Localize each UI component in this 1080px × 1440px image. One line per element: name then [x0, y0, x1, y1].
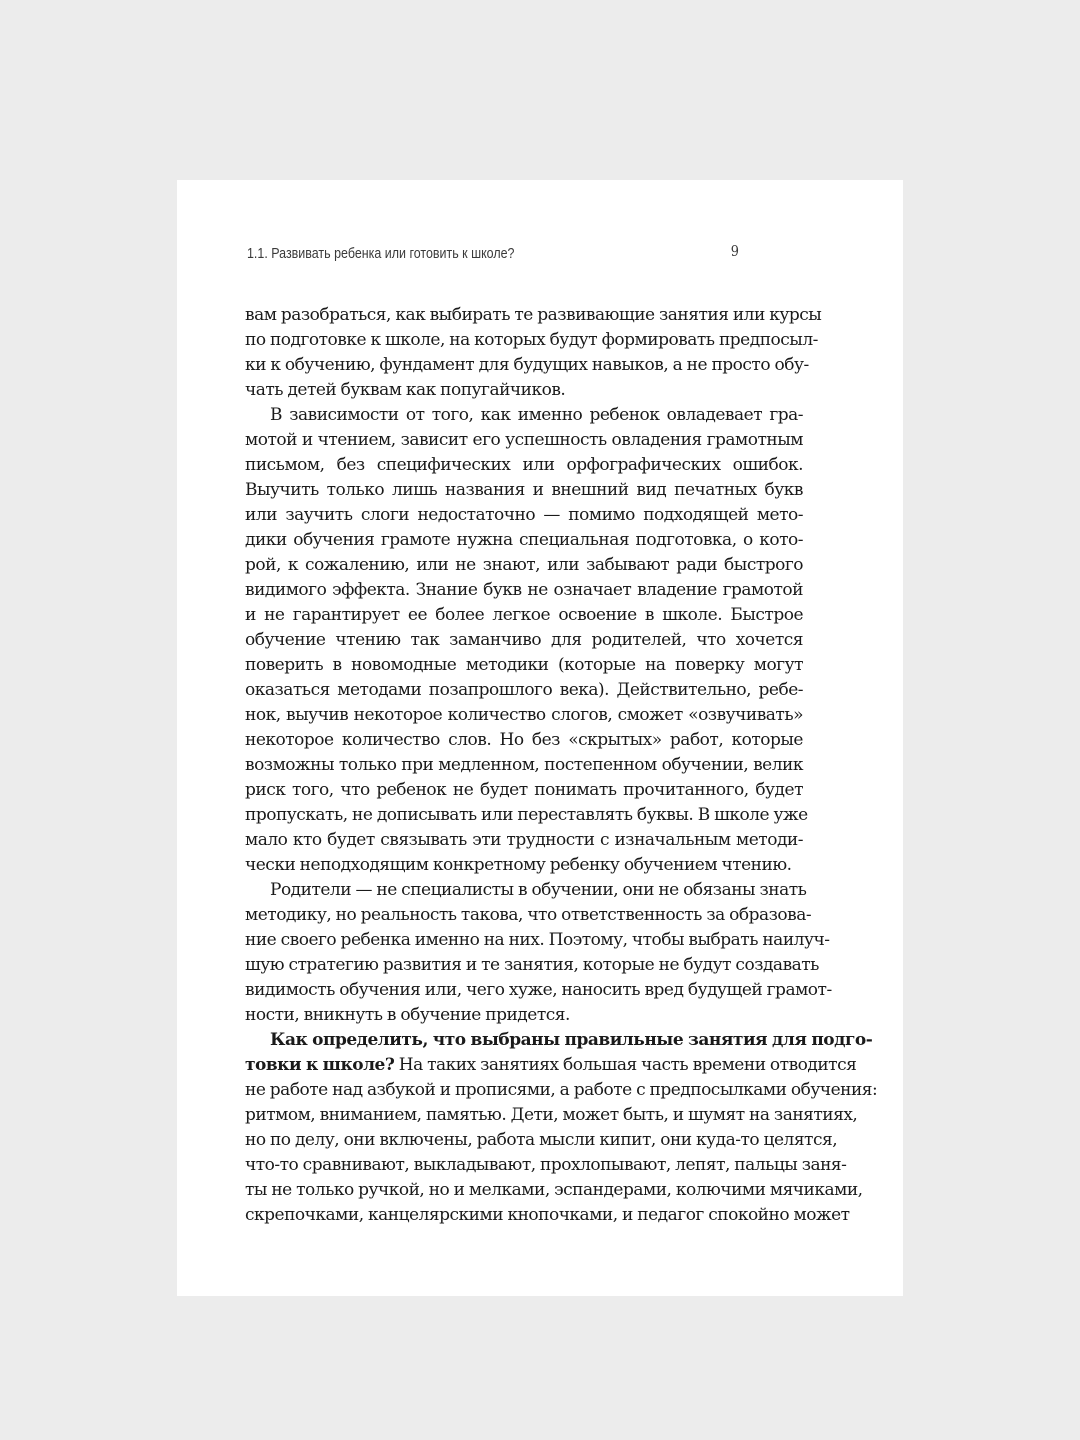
running-head [247, 242, 739, 268]
text-line: ности, вникнуть в обучение придется. [245, 1005, 570, 1025]
text-line: ритмом, вниманием, памятью. Дети, может быть, и шумят на занятиях, [245, 1105, 858, 1125]
text-line: но по делу, они включены, работа мысли кипит, они куда-то целятся, [245, 1130, 838, 1150]
text-line: дики обучения грамоте нужна специальная подготовка, о кото- [245, 530, 803, 550]
book-page [177, 180, 903, 1296]
text-line: некоторое количество слов. Но без «скрытых» работ, которые [245, 730, 803, 750]
text-line: по подготовке к школе, на которых будут формировать предпосыл- [245, 330, 818, 350]
bold-question-end: товки к школе? [245, 1055, 395, 1075]
text-line: скрепочками, канцелярскими кнопочками, и педагог спокойно может [245, 1205, 850, 1225]
text-line: Выучить только лишь названия и внешний вид печатных букв [245, 480, 803, 500]
text-line: и не гарантирует ее более легкое освоение в школе. Быстрое [245, 605, 803, 625]
text-fragment: На таких занятиях большая часть времени отводится [394, 1055, 857, 1075]
text-line: или заучить слоги недостаточно — помимо подходящей мето- [245, 505, 803, 525]
text-line: чать детей буквам как попугайчиков. [245, 380, 566, 400]
bold-question-line: Как определить, что выбраны правильные занятия для подго- [270, 1030, 873, 1050]
text-line: поверить в новомодные методики (которые на поверку могут [245, 655, 803, 675]
text-line: мотой и чтением, зависит его успешность овладения грамотным [245, 430, 803, 450]
text-line: ты не только ручкой, но и мелками, эспандерами, колючими мячиками, [245, 1180, 863, 1200]
text-line: обучение чтению так заманчиво для родителей, что хочется [245, 630, 803, 650]
text-line: чески неподходящим конкретному ребенку обучением чтению. [245, 855, 792, 875]
text-line: возможны только при медленном, постепенном обучении, велик [245, 755, 803, 775]
text-line: методику, но реальность такова, что ответственность за образова- [245, 905, 812, 925]
text-line: шую стратегию развития и те занятия, которые не будут создавать [245, 955, 819, 975]
text-line: вам разобраться, как выбирать те развивающие занятия или курсы [245, 305, 822, 325]
text-line: мало кто будет связывать эти трудности с изначальным методи- [245, 830, 803, 850]
text-line: письмом, без специфических или орфографических ошибок. [245, 455, 803, 475]
chapter-title: 1.1. Развивать ребенка или готовить к школе? [247, 246, 515, 262]
text-line: В зависимости от того, как именно ребенок овладевает гра- [270, 405, 803, 425]
page-number: 9 [730, 242, 739, 260]
text-line: что-то сравнивают, выкладывают, прохлопывают, лепят, пальцы заня- [245, 1155, 847, 1175]
text-line: рой, к сожалению, или не знают, или забывают ради быстрого [245, 555, 803, 575]
text-line: оказаться методами позапрошлого века). Действительно, ребе- [245, 680, 803, 700]
text-line [245, 1053, 857, 1078]
text-line: риск того, что ребенок не будет понимать прочитанного, будет [245, 780, 803, 800]
text-line: видимость обучения или, чего хуже, наносить вред будущей грамот- [245, 980, 832, 1000]
text-line: нок, выучив некоторое количество слогов, сможет «озвучивать» [245, 705, 803, 725]
text-line: ки к обучению, фундамент для будущих навыков, а не просто обу- [245, 355, 809, 375]
body-text [245, 303, 878, 1228]
text-line: пропускать, не дописывать или переставлять буквы. В школе уже [245, 805, 808, 825]
text-line: видимого эффекта. Знание букв не означает владение грамотой [245, 580, 803, 600]
text-line: не работе над азбукой и прописями, а работе с предпосылками обучения: [245, 1080, 878, 1100]
text-line: ние своего ребенка именно на них. Поэтому, чтобы выбрать наилуч- [245, 930, 830, 950]
text-line: Родители — не специалисты в обучении, они не обязаны знать [270, 880, 807, 900]
